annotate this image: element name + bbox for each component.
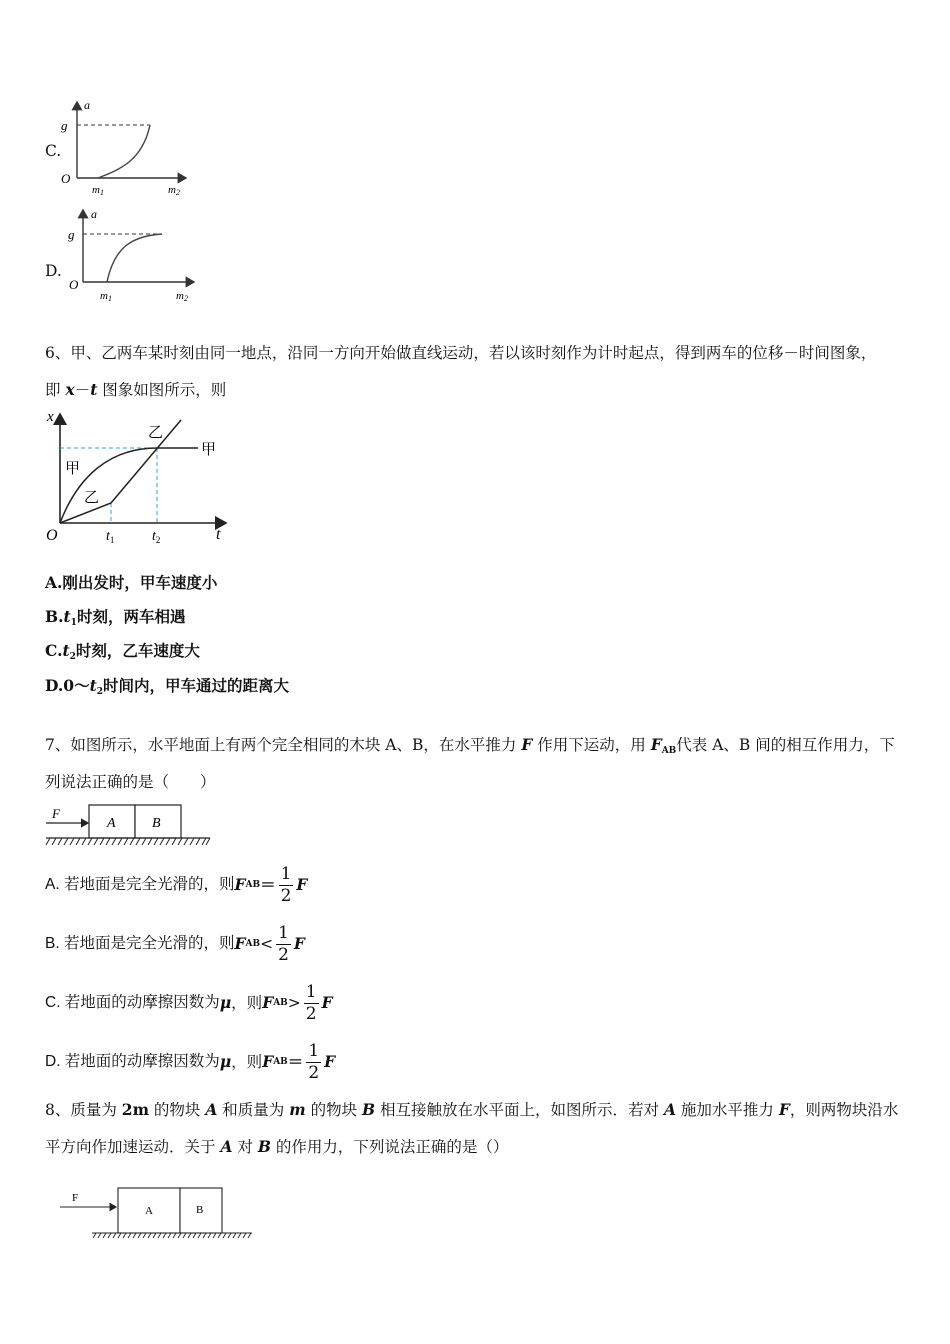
fraction-one-half: $\frac{1}{2}$ bbox=[280, 863, 292, 906]
label-g: g bbox=[61, 118, 68, 133]
question-8-line-1: 8、质量为 2m 的物块 A 和质量为 m 的物块 B 相互接触放在水平面上，如图所示．若对 A 施加水平推力 F，则两物块沿水 bbox=[45, 1100, 899, 1119]
question-7-option-b: B. 若地面是完全光滑的，则 F AB < $\frac{1}{2}$ F bbox=[45, 922, 305, 965]
label-m1: m1 bbox=[100, 290, 112, 303]
axis-label-x: x bbox=[47, 409, 54, 425]
label-yi-top: 乙 bbox=[148, 425, 164, 441]
fraction-one-half: $\frac{1}{2}$ bbox=[308, 1040, 320, 1083]
graph-option-c bbox=[58, 96, 198, 196]
option-c-label: C. bbox=[45, 142, 62, 160]
question-6-line-2: 即 x－t 图象如图所示，则 bbox=[45, 380, 227, 399]
question-6-line-1: 6、甲、乙两车某时刻由同一地点，沿同一方向开始做直线运动，若以该时刻作为计时起点，得到两车的位移－时间图象， bbox=[45, 344, 877, 362]
fraction-one-half: $\frac{1}{2}$ bbox=[305, 981, 317, 1024]
label-m2: m2 bbox=[168, 184, 180, 196]
question-8-blocks-figure bbox=[56, 1182, 262, 1242]
question-7-line-2: 列说法正确的是（ ） bbox=[45, 773, 216, 791]
label-g: g bbox=[68, 227, 75, 242]
label-m2: m2 bbox=[176, 290, 188, 303]
axis-label-a: a bbox=[91, 207, 97, 221]
question-6-option-b: $B.t_1$时刻，两车相遇 bbox=[45, 607, 186, 628]
jia-curve bbox=[60, 448, 198, 523]
question-6-option-d: $D.0\sim t_2$时间内，甲车通过的距离大 bbox=[45, 676, 290, 697]
origin-label: O bbox=[46, 527, 58, 544]
graph-option-d bbox=[64, 204, 204, 304]
question-7-blocks-figure bbox=[44, 800, 214, 850]
label-t1: $t_1$ bbox=[106, 529, 115, 545]
question-7-line-1: 7、如图所示，水平地面上有两个完全相同的木块 A、B，在水平推力 F 作用下运动，用 $F_{AB}$代表 A、B 间的相互作用力，下 bbox=[45, 735, 895, 756]
question-8-line-2: 平方向作加速运动．关于 A 对 B 的作用力，下列说法正确的是（） bbox=[45, 1137, 509, 1156]
force-label: F bbox=[52, 806, 60, 821]
origin-label: O bbox=[69, 277, 79, 292]
a-curve bbox=[107, 234, 162, 282]
axis-label-a: a bbox=[84, 98, 90, 112]
block-b-label: B bbox=[152, 816, 161, 831]
question-6-option-c: $C.t_2$时刻，乙车速度大 bbox=[45, 641, 200, 662]
origin-label: O bbox=[61, 171, 71, 186]
label-jia-curve: 甲 bbox=[65, 461, 81, 477]
question-7-option-d: D. 若地面的动摩擦因数为 μ ，则 F AB ＝ $\frac{1}{2}$ F bbox=[45, 1040, 336, 1083]
a-curve bbox=[98, 125, 150, 178]
question-7-option-c: C. 若地面的动摩擦因数为 μ ，则 F AB > $\frac{1}{2}$ F bbox=[45, 981, 333, 1024]
xt-graph bbox=[40, 406, 240, 546]
label-yi-low: 乙 bbox=[84, 490, 100, 506]
block-a-label: A bbox=[145, 1205, 153, 1217]
block-b-label: B bbox=[196, 1204, 204, 1216]
question-7-option-a: A. 若地面是完全光滑的，则 F AB ＝ $\frac{1}{2}$ F bbox=[45, 863, 308, 906]
option-d-label: D. bbox=[45, 262, 62, 280]
ground bbox=[46, 838, 210, 845]
fraction-one-half: $\frac{1}{2}$ bbox=[278, 922, 289, 965]
axis-label-t: t bbox=[216, 526, 221, 543]
question-6-option-a: A.刚出发时，甲车速度小 bbox=[45, 573, 218, 592]
force-label: F bbox=[72, 1192, 79, 1204]
label-m1: m1 bbox=[92, 184, 104, 196]
ground bbox=[92, 1233, 252, 1238]
block-a-label: A bbox=[107, 816, 116, 831]
label-jia-right: 甲 bbox=[201, 442, 217, 458]
label-t2: $t_2$ bbox=[152, 529, 161, 545]
